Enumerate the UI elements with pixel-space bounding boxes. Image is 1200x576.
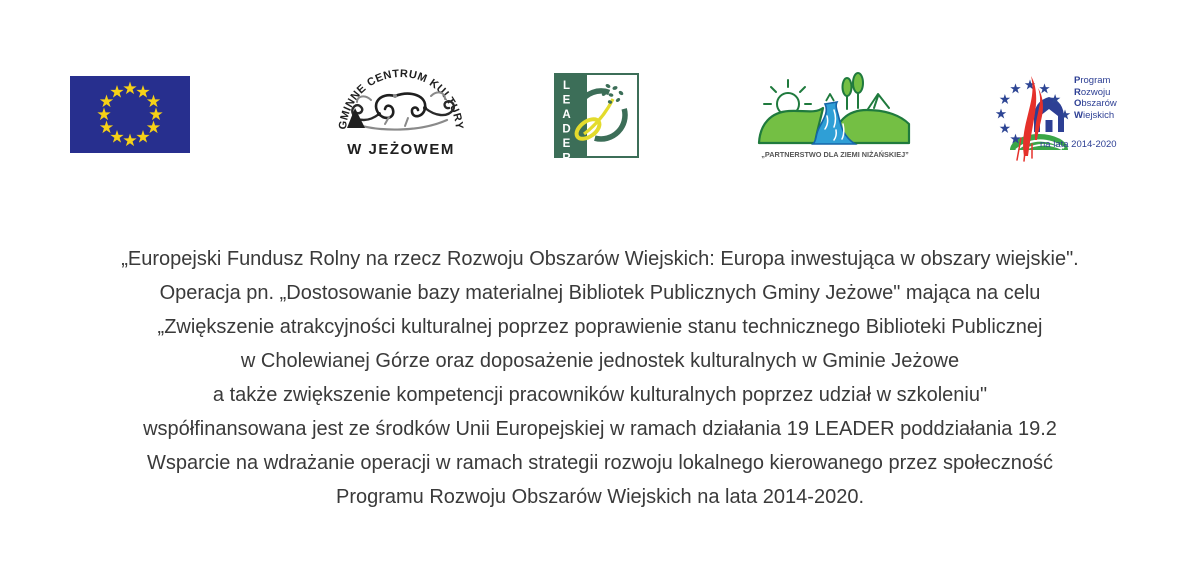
gck-bottom-text: W JEŻOWEM xyxy=(347,141,455,158)
partnerstwo-image xyxy=(755,60,915,162)
eu-flag-logo xyxy=(70,76,190,153)
partnerstwo-scene xyxy=(759,73,909,144)
paragraph-line: a także zwiększenie kompetencji pracowników kulturalnych poprzez udział w szkoleniu" xyxy=(212,384,988,406)
prow-text-line: Obszarów xyxy=(1074,98,1117,109)
prow-years: na lata 2014-2020 xyxy=(1040,139,1117,150)
paragraph-line: „Europejski Fundusz Rolny na rzecz Rozwoju Obszarów Wiejskich: Europa inwestująca w obszary wiejskie". xyxy=(121,248,1079,270)
partnerstwo-logo xyxy=(755,60,915,162)
leader-label: LEADER xyxy=(560,80,573,167)
partnerstwo-caption: „PARTNERSTWO DLA ZIEMI NIŻAŃSKIEJ” xyxy=(761,150,909,159)
prow-text-line: Wiejskich xyxy=(1074,109,1115,121)
prow-text-line: Rozwoju xyxy=(1074,86,1111,98)
paragraph-line: Wsparcie na wdrażanie operacji w ramach strategii rozwoju lokalnego kierowanego przez społeczność xyxy=(147,452,1053,474)
paragraph-line: Programu Rozwoju Obszarów Wiejskich na lata 2014-2020. xyxy=(335,486,865,508)
gck-arc-text: GMINNE CENTRUM KULTURY xyxy=(336,67,465,131)
funding-paragraph xyxy=(0,242,1200,514)
gck-logo-image xyxy=(335,66,465,158)
paragraph-line: w Cholewianej Górze oraz doposażenie jednostek kulturalnych w Gminie Jeżowe xyxy=(240,350,960,372)
prow-logo xyxy=(988,68,1140,163)
prow-text-line: Program xyxy=(1074,75,1111,86)
eu-flag-image xyxy=(70,76,190,153)
leader-emblem xyxy=(556,75,637,156)
paragraph-line: Operacja pn. „Dostosowanie bazy materialnej Bibliotek Publicznych Gminy Jeżowe" mająca na celu xyxy=(159,282,1041,304)
paragraph-line: „Zwiększenie atrakcyjności kulturalnej poprzez poprawienie stanu technicznego Biblioteki Publicznej xyxy=(157,316,1043,338)
paragraph-line: współfinansowana jest ze środków Unii Europejskiej w ramach działania 19 LEADER poddziałania 19.2 xyxy=(143,418,1057,440)
leader-logo xyxy=(554,73,639,167)
gck-ornament xyxy=(347,92,454,129)
prow-text xyxy=(1074,75,1140,121)
gck-logo xyxy=(335,66,465,158)
